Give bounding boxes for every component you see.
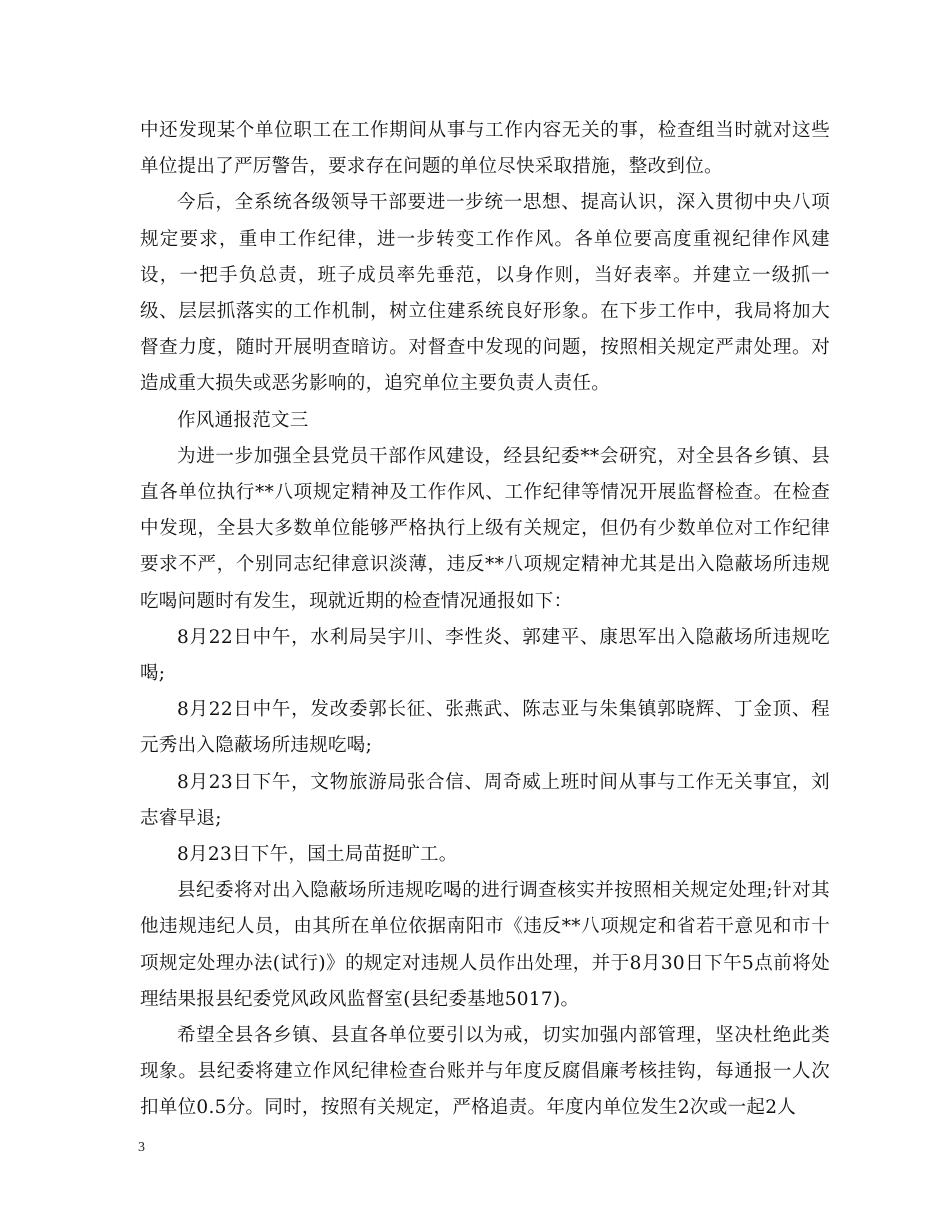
section-heading-sample-three: 作风通报范文三	[177, 409, 309, 431]
paragraph-warning-and-accountability: 希望全县各乡镇、县直各单位要引以为戒，切实加强内部管理，坚决杜绝此类现象。县纪委将建立作风纪律检查台账并与年度反腐倡廉考核挂钩，每通报一人次扣单位0.5分。同时，按照有关规定，严格追责。年度内单位发生2次或一起2人	[140, 1025, 830, 1119]
paragraph-handling-requirements: 县纪委将对出入隐蔽场所违规吃喝的进行调查核实并按照相关规定处理;针对其他违规违纪人员，由其所在单位依据南阳市《违反**八项规定和省若干意见和市十项规定处理办法(试行)》的规定对违规人员作出处理，并于8月30日下午5点前将处理结果报县纪委党风政风监督室(县纪委基地5017)。	[140, 880, 830, 1010]
paragraph-case-land-bureau: 8月23日下午，国土局苗挺旷工。	[177, 844, 458, 866]
paragraph-case-water-bureau: 8月22日中午，水利局吴宇川、李性炎、郭建平、康思军出入隐蔽场所违规吃喝;	[140, 626, 830, 685]
document-body	[140, 113, 830, 1127]
paragraph-case-cultural-tourism: 8月23日下午，文物旅游局张合信、周奇威上班时间从事与工作无关事宜，刘志睿早退;	[140, 771, 830, 829]
paragraph-continuation: 中还发现某个单位职工在工作期间从事与工作内容无关的事，检查组当时就对这些单位提出了严厉警告，要求存在问题的单位尽快采取措施，整改到位。	[140, 120, 830, 178]
paragraph-future-requirements: 今后，全系统各级领导干部要进一步统一思想、提高认识，深入贯彻中央八项规定要求，重申工作纪律，进一步转变工作作风。各单位要高度重视纪律作风建设，一把手负总责，班子成员率先垂范，以身作则，当好表率。并建立一级抓一级、层层抓落实的工作机制，树立住建系统良好形象。在下步工作中，我局将加大督查力度，随时开展明查暗访。对督查中发现的问题，按照相关规定严肃处理。对造成重大损失或恶劣影响的，追究单位主要负责人责任。	[140, 192, 830, 395]
paragraph-case-development-commission: 8月22日中午，发改委郭长征、张燕武、陈志亚与朱集镇郭晓辉、丁金顶、程元秀出入隐蔽场所违规吃喝;	[140, 699, 830, 757]
page-number: 3	[138, 1140, 145, 1155]
paragraph-inspection-intro: 为进一步加强全县党员干部作风建设，经县纪委**会研究，对全县各乡镇、县直各单位执行**八项规定精神及工作作风、工作纪律等情况开展监督检查。在检查中发现，全县大多数单位能够严格执行上级有关规定，但仍有少数单位对工作纪律要求不严，个别同志纪律意识淡薄，违反**八项规定精神尤其是出入隐蔽场所违规吃喝问题时有发生，现就近期的检查情况通报如下：	[140, 445, 830, 612]
